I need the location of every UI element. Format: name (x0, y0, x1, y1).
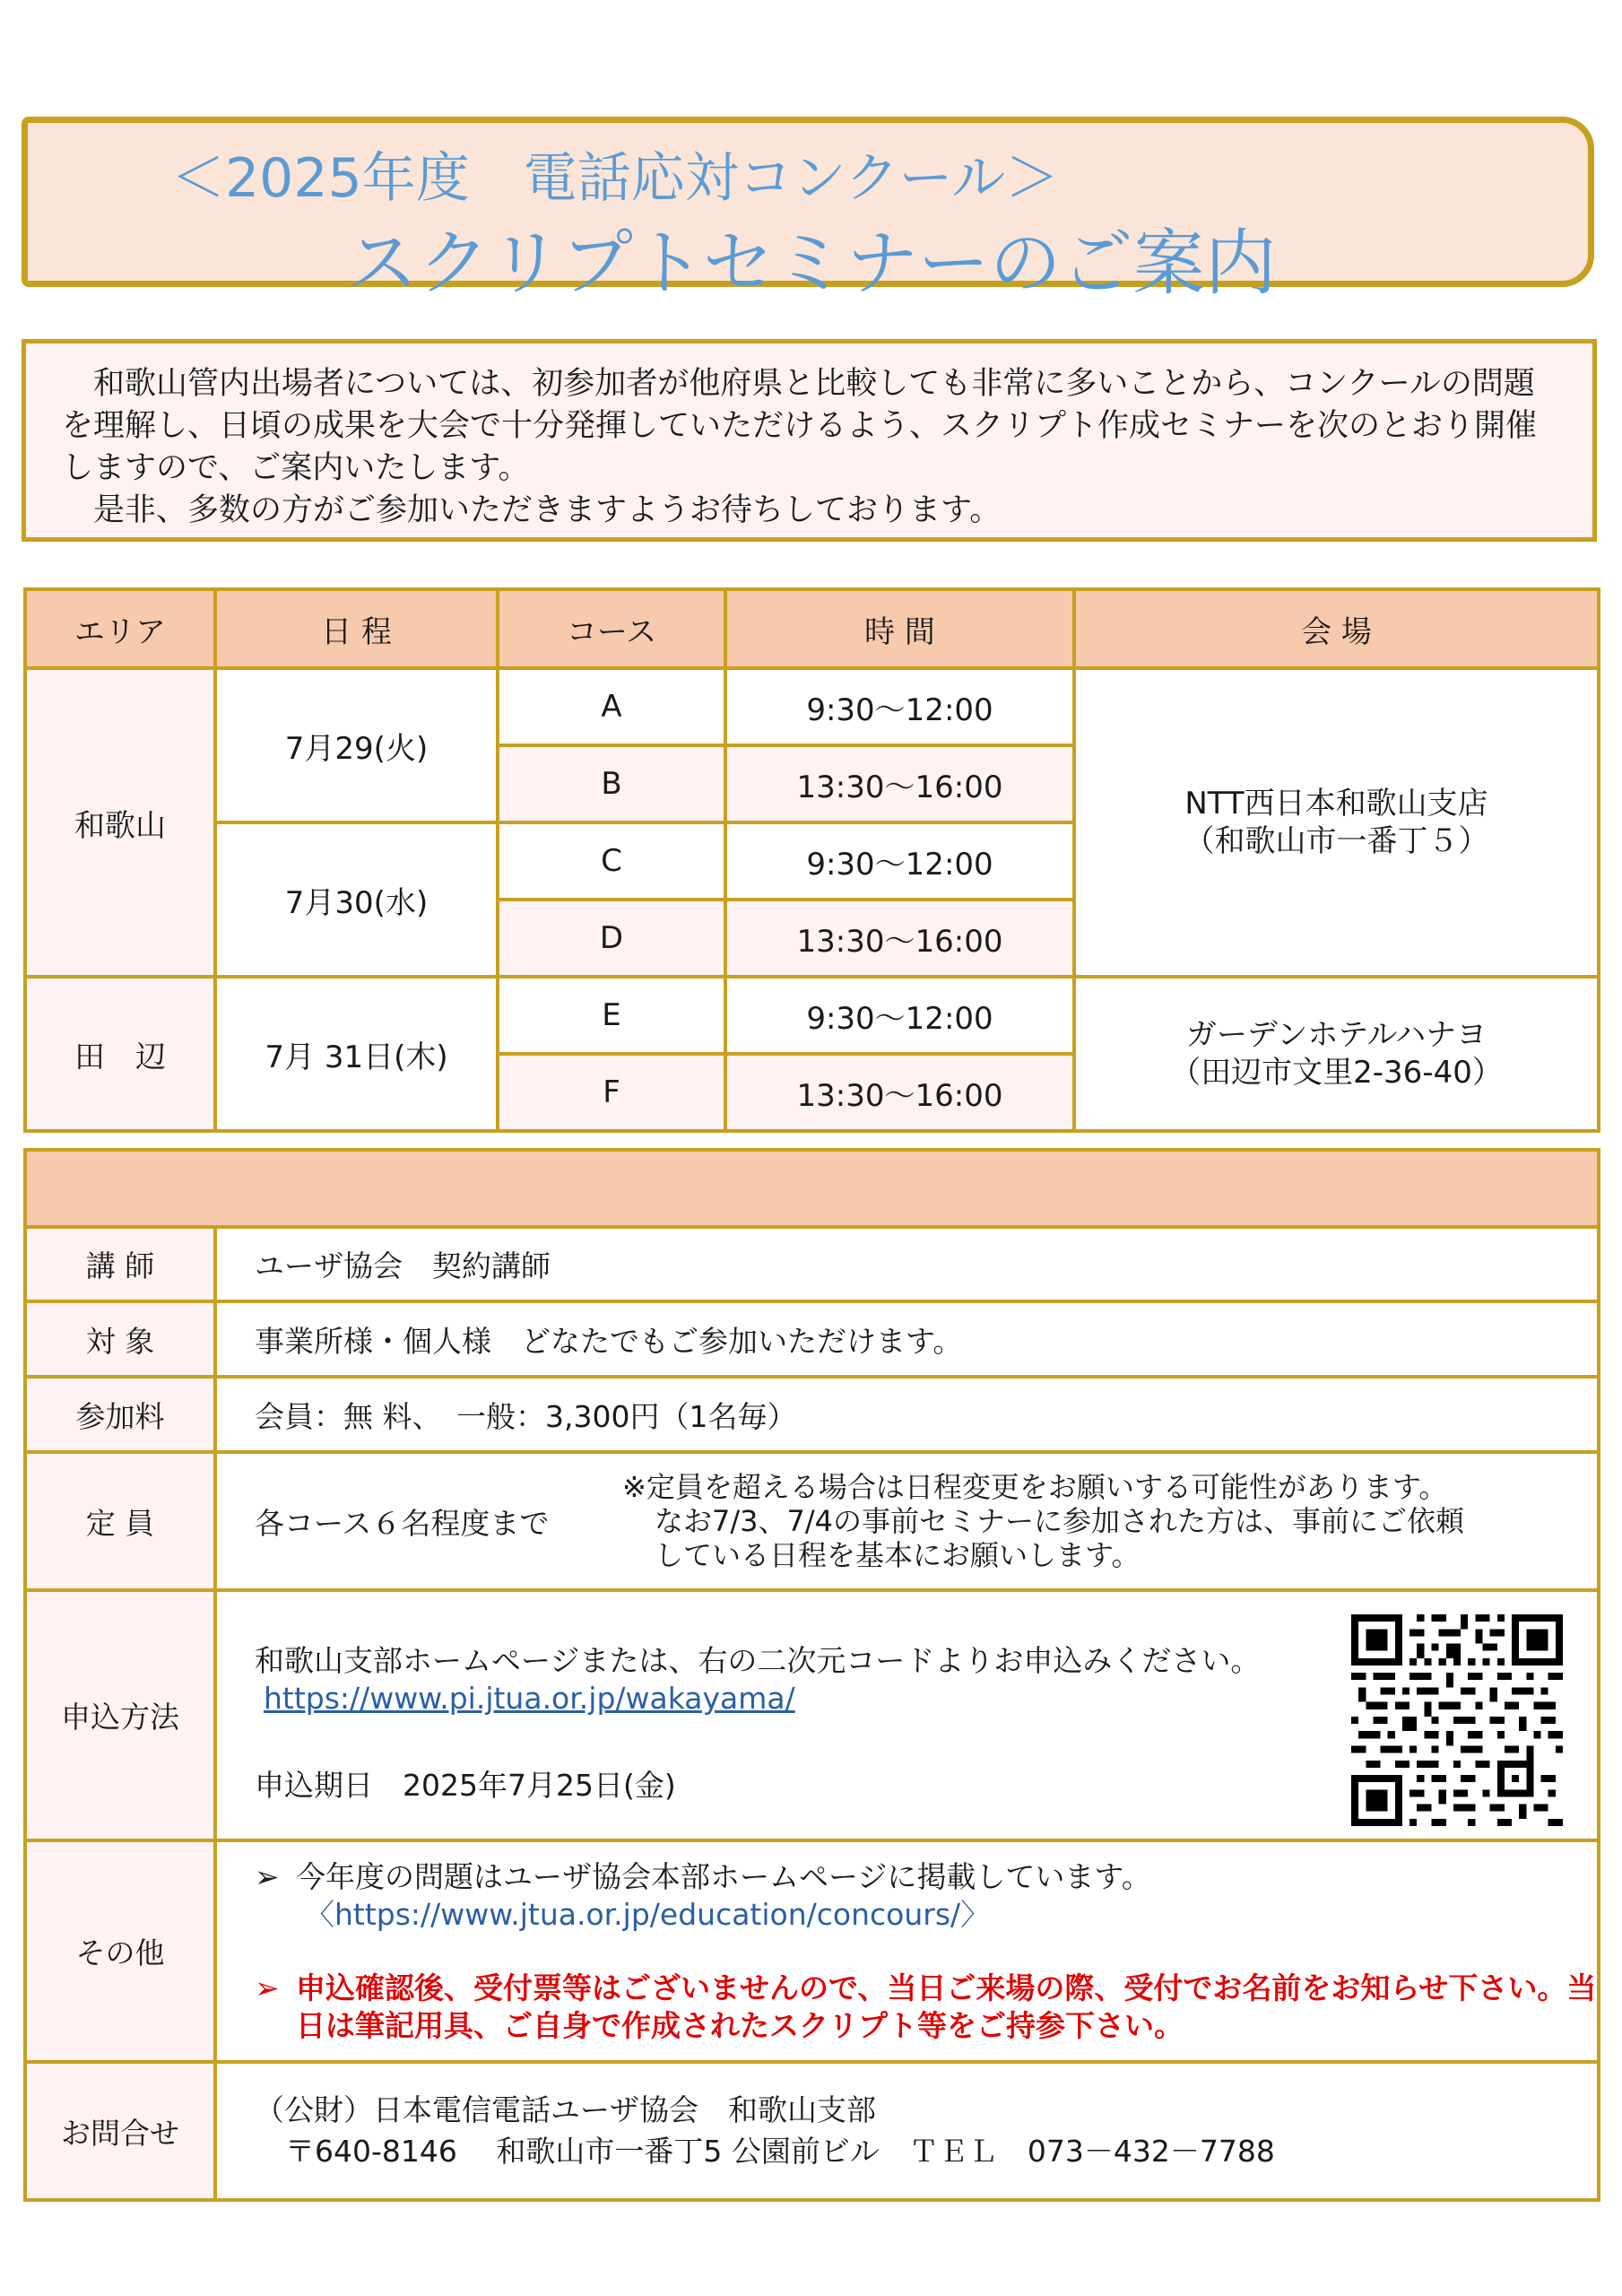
venue-name: NTT西日本和歌山支店 (1184, 786, 1488, 822)
schedule-header-row (25, 589, 1599, 668)
time-cell: 13:30～16:00 (725, 745, 1074, 822)
other-item2-warning: 申込確認後、受付票等はございませんので、当日ご来場の際、受付でお名前をお知らせ下さい。当日は筆記用具、ご自身で作成されたスクリプト等をご持参下さい。 (296, 1970, 1597, 2043)
list-item (255, 1858, 1597, 1934)
fee-label: 参加料 (25, 1377, 215, 1452)
time-cell: 13:30～16:00 (725, 1054, 1074, 1131)
contact-label: お問合せ (25, 2062, 215, 2200)
header-time: 時 間 (725, 589, 1074, 668)
header-venue: 会 場 (1074, 589, 1599, 668)
fee-row (25, 1377, 1599, 1452)
area-tanabe: 田 辺 (25, 977, 215, 1131)
course-cell: A (498, 668, 725, 745)
contact-address: 〒640-8146 和歌山市一番丁5 公園前ビル ＴＥＬ 073－432－7788 (285, 2134, 1275, 2169)
venue-address: （和歌山市一番丁５） (1184, 823, 1489, 859)
concours-page-link[interactable]: 〈https://www.jtua.or.jp/education/concours/〉 (305, 1896, 991, 1932)
apply-row (25, 1590, 1599, 1840)
page-title: スクリプトセミナーのご案内 (346, 222, 1277, 305)
wakayama-homepage-link[interactable]: https://www.pi.jtua.or.jp/wakayama/ (264, 1681, 795, 1716)
course-cell: B (498, 745, 725, 822)
lecturer-row (25, 1227, 1599, 1301)
other-list (255, 1858, 1597, 2045)
date-cell: 7月29(火) (215, 668, 498, 822)
apply-deadline: 申込期日 2025年7月25日(金) (255, 1768, 676, 1803)
course-cell: D (498, 900, 725, 977)
capacity-note-line2: なお7/3、7/4の事前セミナーに参加された方は、事前にご依頼 (655, 1504, 1465, 1538)
date-cell: 7月30(水) (215, 822, 498, 977)
venue-tanabe (1074, 977, 1599, 1131)
contact-content (215, 2062, 1599, 2200)
fee-value: 会員：無 料、 一般：3,300円（1名毎） (215, 1377, 1599, 1452)
details-header-band (25, 1150, 1599, 1227)
contact-row (25, 2062, 1599, 2200)
capacity-content (215, 1452, 1599, 1590)
course-cell: F (498, 1054, 725, 1131)
title-banner (22, 117, 1594, 305)
other-item1-text: 今年度の問題はユーザ協会本部ホームページに掲載しています。 (296, 1858, 1151, 1894)
header-course: コース (498, 589, 725, 668)
time-cell: 9:30～12:00 (725, 822, 1074, 900)
capacity-wrap (255, 1470, 1597, 1572)
qr-code-icon[interactable] (1351, 1614, 1563, 1826)
capacity-note-line3: している日程を基本にお願いします。 (655, 1538, 1141, 1572)
target-label: 対 象 (25, 1301, 215, 1377)
contact-org: （公財）日本電信電話ユーザ協会 和歌山支部 (255, 2092, 876, 2127)
area-wakayama: 和歌山 (25, 668, 215, 977)
apply-content (215, 1590, 1599, 1840)
course-cell: C (498, 822, 725, 900)
other-content (215, 1840, 1599, 2062)
capacity-label: 定 員 (25, 1452, 215, 1590)
apply-label: 申込方法 (25, 1590, 215, 1840)
other-row (25, 1840, 1599, 2062)
time-cell: 9:30～12:00 (725, 668, 1074, 745)
other-label: その他 (25, 1840, 215, 2062)
target-value: 事業所様・個人様 どなたでもご参加いただけます。 (215, 1301, 1599, 1377)
target-row (25, 1301, 1599, 1377)
arrow-bullet-icon: ➢ (255, 1858, 280, 1894)
time-cell: 13:30～16:00 (725, 900, 1074, 977)
intro-box (22, 339, 1597, 542)
course-cell: E (498, 977, 725, 1054)
apply-instructions: 和歌山支部ホームページまたは、右の二次元コードよりお申込みください。 (255, 1643, 1261, 1678)
apply-wrap (255, 1592, 1597, 1839)
venue-wakayama (1074, 668, 1599, 977)
title-year-line: ＜2025年度 電話応対コンクール＞ (171, 147, 1060, 210)
capacity-row (25, 1452, 1599, 1590)
intro-paragraph-2: 是非、多数の方がご参加いただきますようお待ちしております。 (93, 492, 1002, 528)
venue-address: （田辺市文里2-36-40） (1170, 1055, 1503, 1091)
header-date: 日 程 (215, 589, 498, 668)
capacity-note (622, 1470, 1464, 1572)
details-header-row (25, 1150, 1599, 1227)
apply-text-block (255, 1642, 1260, 1718)
arrow-bullet-icon: ➢ (255, 1970, 280, 2005)
details-table (23, 1148, 1600, 2202)
date-cell: 7月 31日(木) (215, 977, 498, 1131)
venue-name: ガーデンホテルハナヨ (1185, 1017, 1488, 1053)
lecturer-label: 講 師 (25, 1227, 215, 1301)
schedule-table (23, 587, 1600, 1133)
capacity-value: 各コース６名程度まで (255, 1505, 550, 1541)
capacity-note-line1: ※定員を超える場合は日程変更をお願いする可能性があります。 (622, 1470, 1448, 1504)
table-row (25, 668, 1599, 745)
lecturer-value: ユーザ協会 契約講師 (215, 1227, 1599, 1301)
header-area: エリア (25, 589, 215, 668)
time-cell: 9:30～12:00 (725, 977, 1074, 1054)
list-item (255, 1970, 1597, 2045)
table-row (25, 977, 1599, 1054)
intro-paragraph-1: 和歌山管内出場者については、初参加者が他府県と比較しても非常に多いことから、コンクールの問題を理解し、日頃の成果を大会で十分発揮していただけるよう、スクリプト作成セミナーを次のとおり開催しますので、ご案内いたします。 (62, 366, 1538, 486)
